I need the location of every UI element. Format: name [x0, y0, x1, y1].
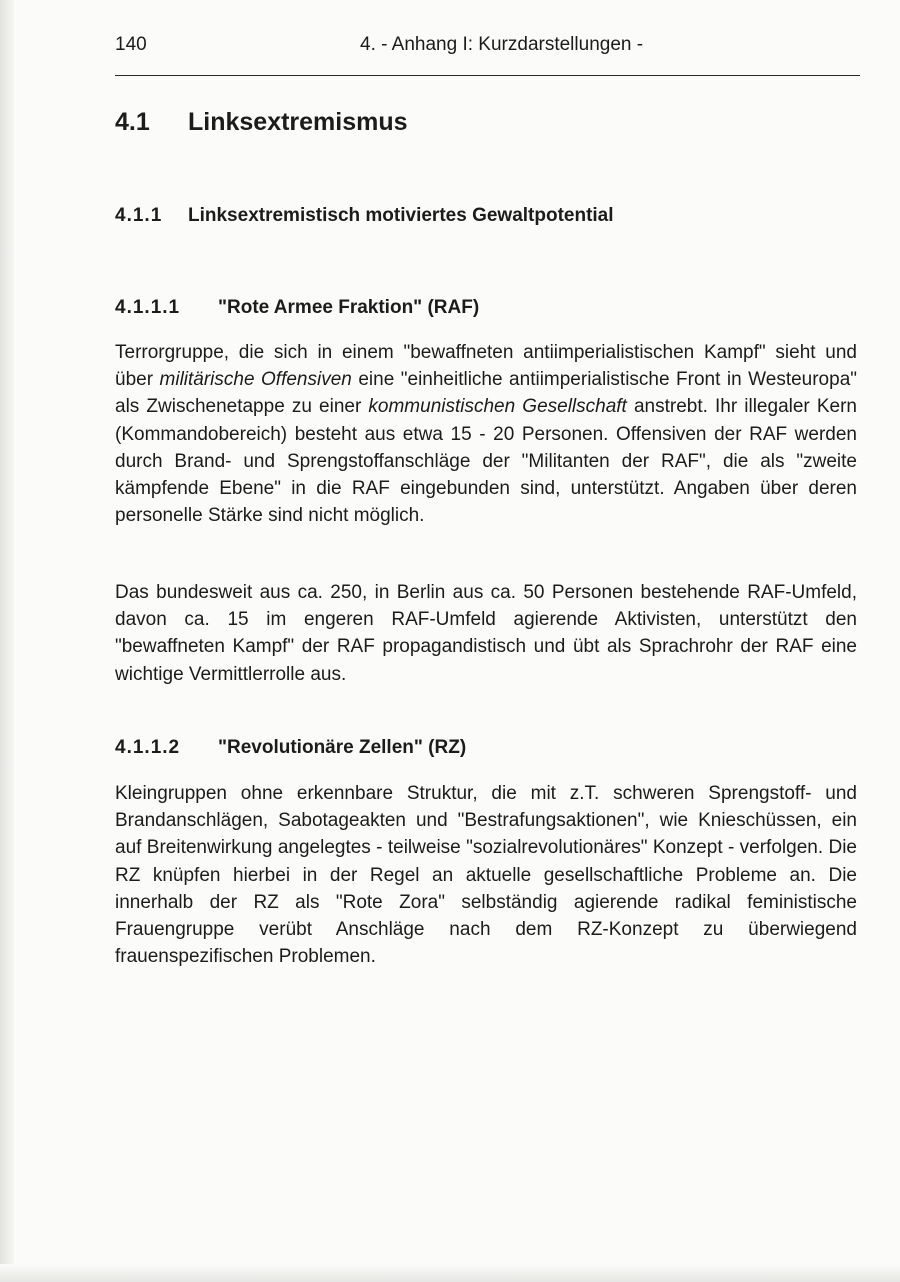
raf-p1-text-3: anstrebt. Ihr illegaler Kern (Kommandobereich) besteht aus etwa 15 - 20 Personen. Offensiven der RAF werden durch Brand- und Sprengstoffanschläge der "Militanten der RAF", die als "zweite kämpfende Ebene" in die RAF eingebunden sind, unterstützt. Angaben über deren personelle Stärke sind nicht möglich.	[115, 396, 857, 527]
raf-paragraph-2: Das bundesweit aus ca. 250, in Berlin aus ca. 50 Personen bestehende RAF-Umfeld, davon ca. 15 im engeren RAF-Umfeld agierende Aktivisten, unterstützt den "bewaffneten Kampf" der RAF propagandistisch und übt als Sprachrohr der RAF eine wichtige Vermittlerrolle aus.	[115, 582, 857, 685]
scan-shadow-left	[0, 0, 14, 1282]
raf-p1-italic-1: militärische Offensiven	[159, 369, 352, 391]
raf-heading	[115, 297, 479, 319]
rz-heading	[115, 737, 466, 759]
running-title: 4. - Anhang I: Kurzdarstellungen -	[360, 34, 644, 55]
subsection-number: 4.1.1	[115, 205, 163, 226]
section-heading	[115, 108, 408, 137]
subsection-title: Linksextremistisch motiviertes Gewaltpotential	[188, 205, 614, 226]
section-title: Linksextremismus	[188, 108, 408, 136]
page-number: 140	[115, 34, 147, 55]
rz-heading-number: 4.1.1.2	[115, 737, 181, 758]
raf-heading-title: "Rote Armee Fraktion" (RAF)	[218, 297, 480, 318]
raf-paragraph-1	[115, 339, 857, 529]
rz-paragraph-1: Kleingruppen ohne erkennbare Struktur, die mit z.T. schweren Sprengstoff- und Brandanschlägen, Sabotageakten und "Bestrafungsaktionen", wie Knieschüssen, ein auf Breitenwirkung angelegtes - teilweise "sozialrevolutionäres" Konzept - verfolgen. Die RZ knüpfen hierbei in der Regel an aktuelle gesellschaftliche Probleme an. Die innerhalb der RZ als "Rote Zora" selbständig agierende radikal feministische Frauengruppe verübt Anschläge nach dem RZ-Konzept zu überwiegend frauenspezifischen Problemen.	[115, 783, 857, 968]
subsection-heading	[115, 205, 614, 227]
page-header	[115, 34, 860, 64]
raf-heading-number: 4.1.1.1	[115, 297, 181, 318]
section-number: 4.1	[115, 108, 150, 136]
rz-heading-title: "Revolutionäre Zellen" (RZ)	[218, 737, 467, 758]
raf-p1-text-2: eine "einheitliche antiimperialistische Front in Westeuropa" als Zwischenetappe zu einer	[115, 369, 858, 418]
raf-p1-text-1: Terrorgruppe, die sich in einem "bewaffneten antiimperialistischen Kampf" sieht und über	[115, 342, 857, 391]
scan-shadow-bottom	[0, 1264, 900, 1282]
header-rule	[115, 75, 860, 76]
raf-p1-italic-2: kommunistischen Gesellschaft	[368, 396, 627, 418]
